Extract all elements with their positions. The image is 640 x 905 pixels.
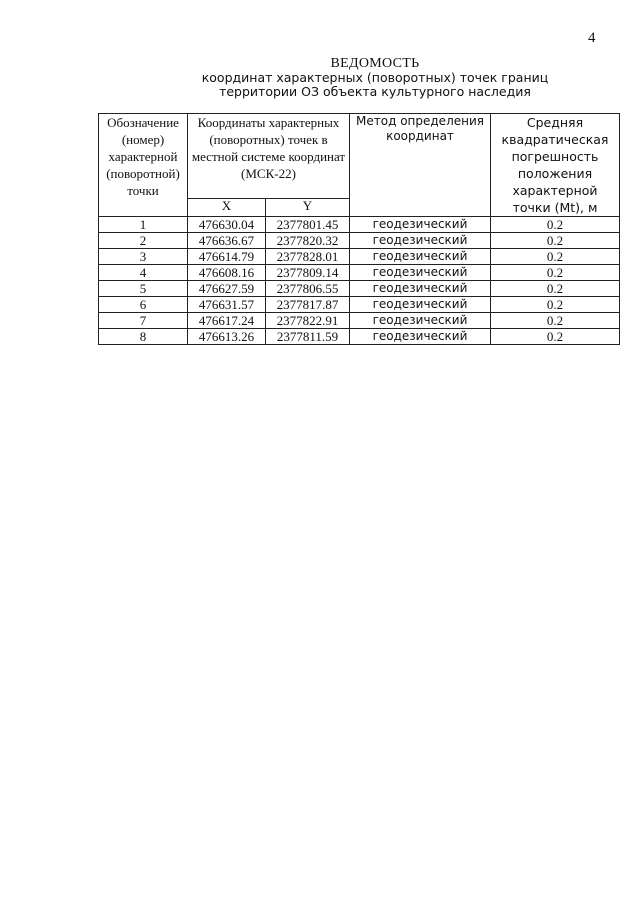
- header-point-designation: Обозначение (номер) характерной (поворотной) точки: [99, 114, 188, 217]
- cell-point-number: 2: [99, 233, 188, 249]
- cell-point-number: 1: [99, 217, 188, 233]
- cell-x: 476608.16: [188, 265, 266, 281]
- table-row: [99, 297, 620, 313]
- cell-y: 2377828.01: [266, 249, 350, 265]
- cell-x: 476636.67: [188, 233, 266, 249]
- cell-method: геодезический: [350, 281, 491, 297]
- cell-mt: 0.2: [491, 249, 620, 265]
- document-title: ВЕДОМОСТЬ: [330, 56, 420, 71]
- cell-mt: 0.2: [491, 329, 620, 345]
- header-coordinates: Координаты характерных (поворотных) точек в местной системе координат (МСК-22): [188, 114, 350, 199]
- cell-mt: 0.2: [491, 233, 620, 249]
- cell-y: 2377820.32: [266, 233, 350, 249]
- header-mean-square-error: Средняя квадратическая погрешность положения характерной точки (Mt), м: [491, 114, 620, 217]
- table-row: [99, 265, 620, 281]
- table-row: [99, 233, 620, 249]
- header-x: X: [188, 198, 266, 216]
- cell-method: геодезический: [350, 297, 491, 313]
- cell-point-number: 6: [99, 297, 188, 313]
- cell-method: геодезический: [350, 329, 491, 345]
- cell-x: 476630.04: [188, 217, 266, 233]
- cell-y: 2377822.91: [266, 313, 350, 329]
- cell-mt: 0.2: [491, 281, 620, 297]
- cell-y: 2377817.87: [266, 297, 350, 313]
- header-y: Y: [266, 198, 350, 216]
- cell-x: 476631.57: [188, 297, 266, 313]
- title-block: [120, 57, 630, 99]
- cell-point-number: 8: [99, 329, 188, 345]
- cell-x: 476627.59: [188, 281, 266, 297]
- page-number: 4: [588, 30, 596, 46]
- coordinates-table: [98, 113, 620, 345]
- cell-mt: 0.2: [491, 265, 620, 281]
- cell-x: 476614.79: [188, 249, 266, 265]
- table-row: [99, 249, 620, 265]
- table-row: [99, 313, 620, 329]
- table-body: [99, 217, 620, 345]
- cell-y: 2377809.14: [266, 265, 350, 281]
- document-subtitle-line-2: территории ОЗ объекта культурного наследия: [219, 84, 531, 99]
- cell-y: 2377811.59: [266, 329, 350, 345]
- cell-point-number: 4: [99, 265, 188, 281]
- cell-mt: 0.2: [491, 313, 620, 329]
- cell-method: геодезический: [350, 249, 491, 265]
- cell-mt: 0.2: [491, 217, 620, 233]
- cell-method: геодезический: [350, 217, 491, 233]
- document-subtitle-line-1: координат характерных (поворотных) точек границ: [201, 70, 549, 85]
- cell-mt: 0.2: [491, 297, 620, 313]
- cell-y: 2377801.45: [266, 217, 350, 233]
- table-row: [99, 217, 620, 233]
- cell-point-number: 5: [99, 281, 188, 297]
- cell-method: геодезический: [350, 313, 491, 329]
- cell-method: геодезический: [350, 233, 491, 249]
- cell-y: 2377806.55: [266, 281, 350, 297]
- header-method: Метод определения координат: [350, 114, 491, 217]
- cell-x: 476613.26: [188, 329, 266, 345]
- table-row: [99, 281, 620, 297]
- cell-x: 476617.24: [188, 313, 266, 329]
- cell-point-number: 3: [99, 249, 188, 265]
- cell-method: геодезический: [350, 265, 491, 281]
- table-row: [99, 329, 620, 345]
- cell-point-number: 7: [99, 313, 188, 329]
